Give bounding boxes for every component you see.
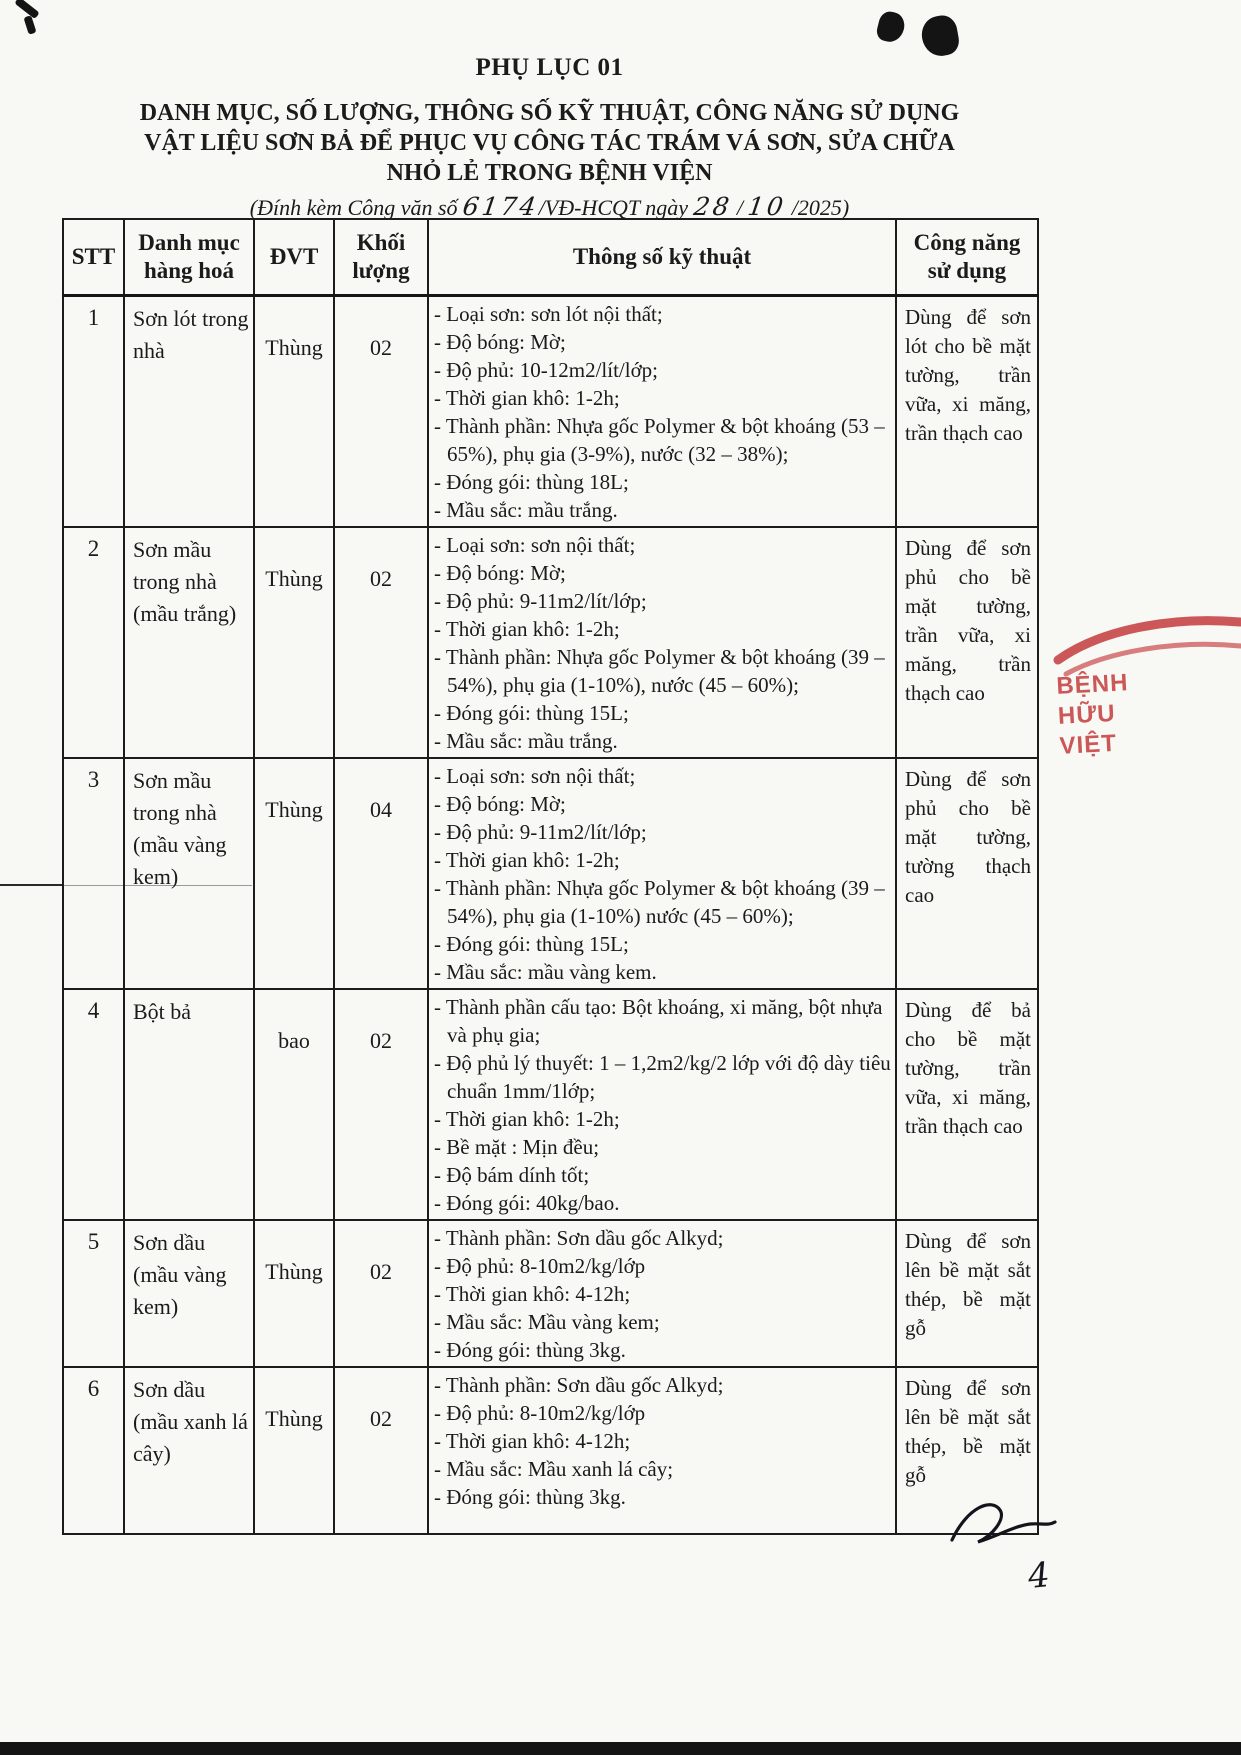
column-header-cong-nang: Công năng sử dụng [896,219,1038,296]
spec-line: - Mầu sắc: mầu vàng kem. [434,960,657,984]
spec-line: - Độ bám dính tốt; [434,1163,590,1187]
table-row [63,527,1038,758]
cell-stt: 6 [63,1367,124,1534]
column-header-thong-so: Thông số kỹ thuật [428,219,896,296]
cell-cong-nang: Dùng để sơn phủ cho bề mặt tường, tường thạch cao [896,758,1038,989]
spec-line: - Thời gian khô: 1-2h; [434,1107,620,1131]
spec-line: - Đóng gói: thùng 3kg. [434,1485,626,1509]
page-title: PHỤ LỤC 01 [475,54,624,81]
cell-thong-so [428,1220,896,1367]
spec-line: - Độ phủ: 8-10m2/kg/lớp [434,1401,646,1425]
heading-line: NHỎ LẺ TRONG BỆNH VIỆN [386,160,713,186]
column-header-danh-muc: Danh mục hàng hoá [124,219,254,296]
cell-khoi-luong: 02 [334,989,428,1220]
spec-line: - Thành phần: Nhựa gốc Polymer & bột khoáng (39 – 54%), phụ gia (1-10%) nước (45 – 60%); [434,876,885,928]
cell-danh-muc: Sơn dầu (mầu xanh lá cây) [124,1367,254,1534]
column-header-stt: STT [63,219,124,296]
stamp-text-line: HỮU [1057,699,1117,730]
cell-thong-so [428,527,896,758]
heading-line: DANH MỤC, SỐ LƯỢNG, THÔNG SỐ KỸ THUẬT, CÔNG NĂNG SỬ DỤNG [139,100,960,126]
signature-mark [948,1496,1058,1558]
column-header-dvt: ĐVT [254,219,334,296]
table-row [63,1367,1038,1534]
handwritten-month: 10 [746,192,789,221]
spec-line: - Mầu sắc: Mầu xanh lá cây; [434,1457,674,1481]
spec-line: - Thành phần: Nhựa gốc Polymer & bột khoáng (39 – 54%), phụ gia (1-10%), nước (45 – 60%); [434,645,885,697]
spec-line: - Loại sơn: sơn nội thất; [434,764,636,788]
spec-line: - Độ bóng: Mờ; [434,330,566,354]
cell-khoi-luong: 02 [334,527,428,758]
cell-dvt: Thùng [254,758,334,989]
document-header [62,54,1037,221]
cell-dvt: Thùng [254,1367,334,1534]
spec-line: - Đóng gói: thùng 15L; [434,701,629,725]
cell-cong-nang: Dùng để sơn lót cho bề mặt tường, trần vữa, xi măng, trần thạch cao [896,296,1038,528]
heading-line: VẬT LIỆU SƠN BẢ ĐỂ PHỤC VỤ CÔNG TÁC TRÁM VÁ SƠN, SỬA CHỮA [144,130,955,156]
table-row [63,989,1038,1220]
scan-artifact-top-right [875,9,907,44]
spec-line: - Độ bóng: Mờ; [434,792,566,816]
cell-dvt: bao [254,989,334,1220]
subtitle-prefix: (Đính kèm Công văn số [249,195,464,220]
stamp-text-line: VIỆT [1058,729,1118,760]
spec-line: - Độ phủ lý thuyết: 1 – 1,2m2/kg/2 lớp với độ dày tiêu chuẩn 1mm/1lớp; [434,1051,891,1103]
cell-khoi-luong: 02 [334,296,428,528]
red-stamp [1050,608,1241,798]
subtitle-suffix: /2025) [786,195,850,220]
stamp-text [1056,668,1133,762]
table-row [63,758,1038,989]
spec-line: - Thời gian khô: 1-2h; [434,386,620,410]
cell-thong-so [428,296,896,528]
materials-table [62,218,1039,1535]
spec-line: - Thời gian khô: 1-2h; [434,848,620,872]
scan-artifact-line [0,884,62,886]
spec-line: - Thời gian khô: 4-12h; [434,1282,631,1306]
spec-line: - Mầu sắc: Mầu vàng kem; [434,1310,660,1334]
spec-line: - Loại sơn: sơn lót nội thất; [434,302,663,326]
spec-line: - Mầu sắc: mầu trắng. [434,498,618,522]
spec-line: - Đóng gói: thùng 15L; [434,932,629,956]
cell-thong-so [428,1367,896,1534]
cell-cong-nang: Dùng để sơn lên bề mặt sắt thép, bề mặt gỗ [896,1220,1038,1367]
handwritten-doc-number: 6174 [461,192,541,221]
cell-danh-muc: Bột bả [124,989,254,1220]
cell-khoi-luong: 04 [334,758,428,989]
table-row [63,1220,1038,1367]
stamp-arcs-icon [1050,608,1241,798]
scan-artifact-top-right [919,13,961,59]
cell-stt: 5 [63,1220,124,1367]
cell-dvt: Thùng [254,296,334,528]
cell-dvt: Thùng [254,527,334,758]
cell-stt: 1 [63,296,124,528]
spec-line: - Thành phần: Sơn dầu gốc Alkyd; [434,1226,724,1250]
spec-line: - Độ bóng: Mờ; [434,561,566,585]
spec-line: - Độ phủ: 9-11m2/lít/lớp; [434,589,647,613]
cell-danh-muc: Sơn mầu trong nhà (mầu trắng) [124,527,254,758]
spec-line: - Thành phần: Nhựa gốc Polymer & bột khoáng (53 – 65%), phụ gia (3-9%), nước (32 – 38%); [434,414,885,466]
column-header-khoi-luong: Khối lượng [334,219,428,296]
page-number: 4 [1025,1554,1052,1598]
spec-line: - Đóng gói: 40kg/bao. [434,1191,620,1215]
cell-khoi-luong: 02 [334,1220,428,1367]
stamp-text-line: BỆNH [1055,669,1130,700]
cell-cong-nang: Dùng để sơn phủ cho bề mặt tường, trần vữa, xi măng, trần thạch cao [896,527,1038,758]
spec-line: - Đóng gói: thùng 3kg. [434,1338,626,1362]
spec-line: - Mầu sắc: mầu trắng. [434,729,618,753]
spec-line: - Thành phần: Sơn dầu gốc Alkyd; [434,1373,724,1397]
cell-danh-muc: Sơn lót trong nhà [124,296,254,528]
cell-cong-nang: Dùng để sơn lên bề mặt sắt thép, bề mặt gỗ [896,1367,1038,1534]
document-subtitle [62,192,1037,221]
cell-danh-muc: Sơn dầu (mầu vàng kem) [124,1220,254,1367]
handwritten-day: 28 [691,192,734,221]
cell-stt: 3 [63,758,124,989]
spec-line: - Thời gian khô: 4-12h; [434,1429,631,1453]
subtitle-separator: / [731,195,749,220]
document-heading [62,98,1037,188]
scan-artifact-bottom-bar [0,1742,1241,1755]
table-row [63,296,1038,528]
subtitle-middle: /VĐ-HCQT ngày [538,195,694,220]
cell-stt: 4 [63,989,124,1220]
cell-khoi-luong: 02 [334,1367,428,1534]
spec-line: - Đóng gói: thùng 18L; [434,470,629,494]
spec-line: - Độ phủ: 8-10m2/kg/lớp [434,1254,646,1278]
table-header-row [63,219,1038,296]
cell-danh-muc: Sơn mầu trong nhà (mầu vàng kem) [124,758,254,989]
cell-cong-nang: Dùng để bả cho bề mặt tường, trần vữa, xi măng, trần thạch cao [896,989,1038,1220]
spec-line: - Thời gian khô: 1-2h; [434,617,620,641]
cell-thong-so [428,758,896,989]
cell-thong-so [428,989,896,1220]
spec-line: - Thành phần cấu tạo: Bột khoáng, xi măng, bột nhựa và phụ gia; [434,995,883,1047]
table-body [63,296,1038,1535]
spec-line: - Loại sơn: sơn nội thất; [434,533,636,557]
spec-line: - Độ phủ: 10-12m2/lít/lớp; [434,358,659,382]
cell-stt: 2 [63,527,124,758]
cell-dvt: Thùng [254,1220,334,1367]
spec-line: - Bề mặt : Mịn đều; [434,1135,600,1159]
spec-line: - Độ phủ: 9-11m2/lít/lớp; [434,820,647,844]
